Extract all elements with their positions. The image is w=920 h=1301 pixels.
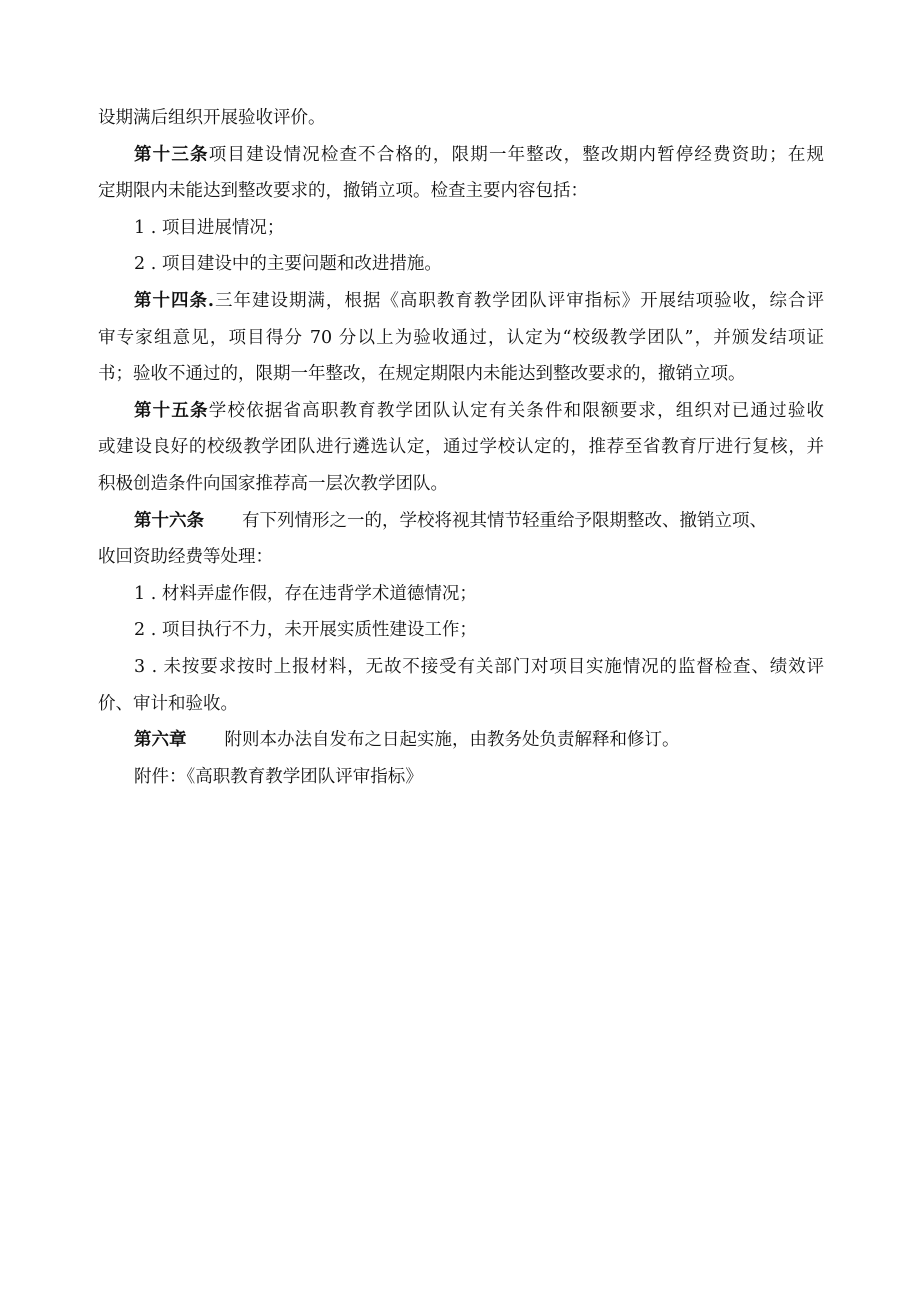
article-15-line-3 [98, 466, 824, 503]
article-16-label: 第十六条 [134, 510, 204, 531]
list-item-text: 2 . 项目执行不力，未开展实质性建设工作； [134, 620, 477, 641]
list-item-text: 1 . 项目进展情况； [134, 217, 285, 238]
text-line: 学校依据省高职教育教学团队认定有关条件和限额要求，组织对已通过验收 [208, 400, 825, 421]
list-item [98, 612, 824, 649]
text-line: 收回资助经费等处理： [98, 547, 273, 568]
list-item [98, 576, 824, 613]
article-13-line-1 [98, 137, 824, 174]
list-item [98, 210, 824, 247]
list-item-text: 1 . 材料弄虚作假，存在违背学术道德情况； [134, 583, 477, 604]
chapter-6-line [98, 722, 824, 759]
list-item-continuation [98, 686, 824, 723]
text-line: 附则本办法自发布之日起实施，由教务处负责解释和修订。 [224, 730, 680, 751]
attachment-text: 附件：《高职教育教学团队评审指标》 [134, 766, 423, 787]
text-line: 书；验收不通过的，限期一年整改，在规定期限内未能达到整改要求的，撤销立项。 [98, 364, 746, 385]
article-13-label: 第十三条 [134, 144, 209, 165]
text-line: 或建设良好的校级教学团队进行遴选认定，通过学校认定的，推荐至省教育厅进行复核，并 [98, 437, 824, 458]
article-15-line-1 [98, 393, 824, 430]
text-line: 有下列情形之一的，学校将视其情节轻重给予限期整改、撤销立项、 [242, 510, 767, 531]
article-14-label: 第十四条. [134, 290, 215, 311]
text-line: 项目建设情况检查不合格的，限期一年整改，整改期内暂停经费资助；在规 [208, 144, 825, 165]
document-page [98, 100, 824, 795]
list-item-text: 3 . 未按要求按时上报材料，无故不接受有关部门对项目实施情况的监督检查、绩效评 [134, 656, 824, 677]
list-item [98, 246, 824, 283]
article-15-line-2 [98, 429, 824, 466]
list-item [98, 649, 824, 686]
chapter-6-label: 第六章 [134, 730, 187, 751]
text-line: 价、审计和验收。 [98, 693, 238, 714]
text-line: 审专家组意见，项目得分 70 分以上为验收通过，认定为“校级教学团队”，并颁发结项证 [98, 327, 824, 348]
paragraph-continuation [98, 100, 824, 137]
article-16-line-1 [98, 503, 824, 540]
list-item-text: 2 . 项目建设中的主要问题和改进措施。 [134, 254, 442, 275]
article-13-line-2 [98, 173, 824, 210]
text-line: 定期限内未能达到整改要求的，撤销立项。检查主要内容包括： [98, 181, 588, 202]
article-14-line-2 [98, 320, 824, 357]
text-line: 积极创造条件向国家推荐高一层次教学团队。 [98, 473, 448, 494]
article-14-line-1 [98, 283, 824, 320]
article-16-line-2 [98, 539, 824, 576]
text-line: 设期满后组织开展验收评价。 [98, 108, 326, 128]
text-line: 三年建设期满，根据《高职教育教学团队评审指标》开展结项验收，综合评 [214, 290, 824, 311]
article-14-line-3 [98, 356, 824, 393]
article-15-label: 第十五条 [134, 400, 209, 421]
attachment-line [98, 759, 824, 796]
